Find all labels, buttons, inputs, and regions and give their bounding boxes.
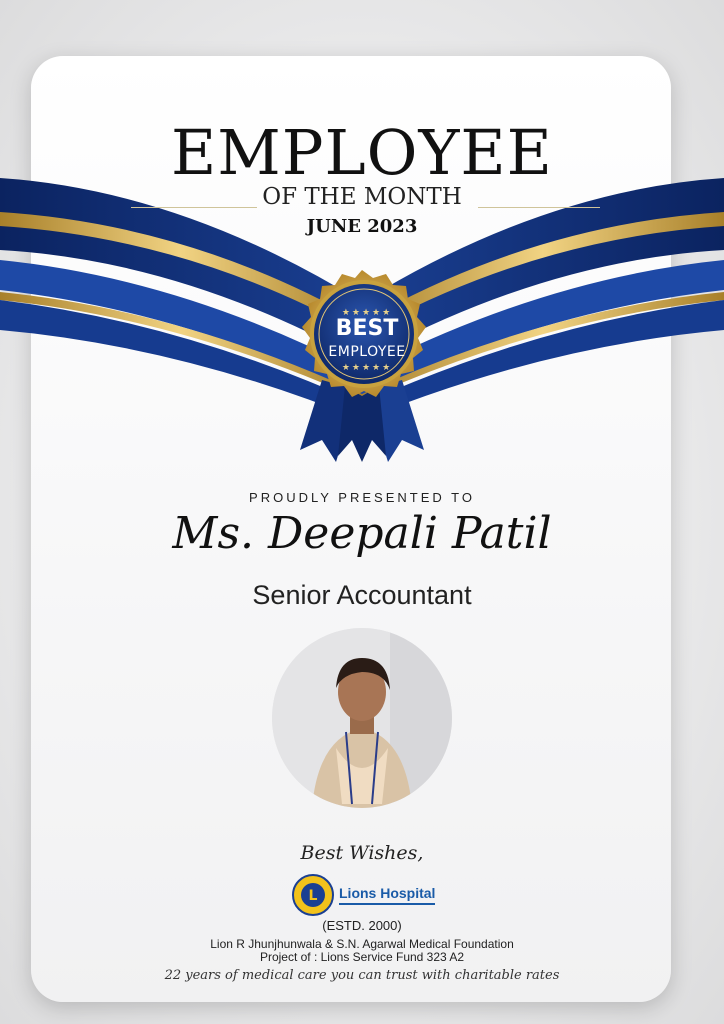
badge-employee-label: EMPLOYEE	[328, 344, 406, 360]
organization-tagline: 22 years of medical care you can trust with charitable rates	[164, 968, 560, 983]
badge-stars-bottom: ★★★★★	[341, 362, 393, 372]
certificate-title: EMPLOYEE	[171, 116, 553, 189]
logo-name: Lions Hospital	[339, 885, 436, 901]
presented-to-label: PROUDLY PRESENTED TO	[249, 490, 475, 505]
svg-text:L: L	[308, 888, 318, 904]
badge-stars-top: ★★★★★	[341, 307, 393, 317]
person-portrait-icon	[272, 628, 452, 808]
foundation-name: Lion R Jhunjhunwala & S.N. Agarwal Medical Foundation	[210, 937, 514, 951]
project-line: Project of : Lions Service Fund 323 A2	[259, 950, 465, 964]
lions-emblem-icon	[292, 874, 334, 916]
recipient-name: Ms. Deepali Patil	[172, 508, 552, 559]
certificate-date: JUNE 2023	[306, 216, 418, 237]
lions-hospital-logo	[290, 874, 450, 916]
logo-underline	[339, 903, 435, 905]
certificate-subtitle: OF THE MONTH	[262, 184, 462, 210]
recipient-role: Senior Accountant	[252, 580, 472, 610]
recipient-photo	[272, 628, 452, 808]
closing-wishes: Best Wishes,	[300, 842, 424, 864]
established-year: (ESTD. 2000)	[322, 918, 402, 933]
title-rule-right	[478, 207, 600, 208]
badge-best-label: BEST	[335, 316, 399, 341]
